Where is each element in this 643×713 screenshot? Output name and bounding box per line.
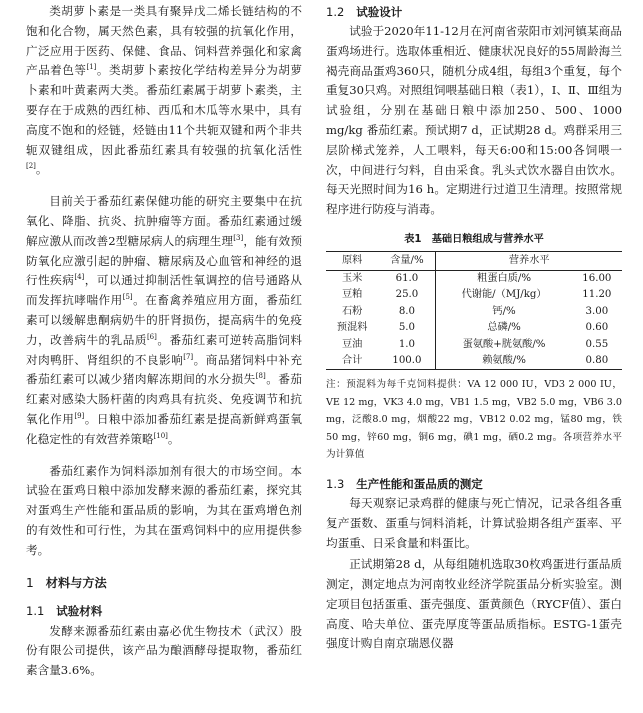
subsection-heading-1-1: 1.1 试验材料 (26, 603, 103, 618)
citation-9[interactable]: [9] (74, 412, 85, 421)
table-1 (326, 251, 622, 370)
citation-6[interactable]: [6] (146, 332, 157, 341)
table-cell: 61.0 (395, 272, 419, 284)
table-cell: 0.80 (572, 353, 622, 370)
table-cell: 11.20 (582, 289, 612, 301)
intro-paragraph-1: 类胡萝卜素是一类具有聚异戊二烯长链结构的不饱和化合物，属天然色素，具有较强的抗氧化作用，广泛应用于医药、保健、食品、饲料营养强化和家禽产品着色等[1]。类胡萝卜素按化学结构差异分为胡萝卜素和叶黄素两大类。番茄红素属于胡萝卜素类，主要存在于成熟的西红柿、西瓜和木瓜等水果中，具有高度不饱和的烃链，烃链由11个共轭双键和两个非共轭双键组成，因此番茄红素具有较强的抗氧化活性[2]。 (26, 4, 302, 177)
subsection-heading-1-3: 1.3 生产性能和蛋品质的测定 (326, 476, 483, 491)
intro-paragraph-3: 番茄红素作为饲料添加剂有很大的市场空间。本试验在蛋鸡日粮中添加发酵来源的番茄红素，探究其对蛋鸡生产性能和蛋品质的影响，为其在蛋鸡增色剂的有效性和可行性，为其在蛋鸡饲料中的应用提供参考。 (26, 463, 302, 557)
table-cell: 8.0 (398, 305, 416, 317)
table-cell: 0.60 (585, 322, 609, 334)
table-cell: 总磷/% (436, 320, 572, 336)
performance-paragraph: 每天观察记录鸡群的健康与死亡情况，记录各组各重复产蛋数、蛋重与饲料消耗，计算试验期各组产蛋率、平均蛋重、日采食量和料蛋比。 (326, 495, 622, 550)
table-cell: 5.0 (398, 322, 416, 334)
table-header-cell: 含量/% (378, 251, 436, 270)
table-cell: 16.00 (582, 272, 612, 284)
left-column (26, 0, 302, 681)
egg-quality-paragraph: 正试期第28 d，从每组随机选取30枚鸡蛋进行蛋品质测定，测定地点为河南牧业经济学院蛋品分析实验室。测定项目包括蛋重、蛋壳强度、蛋黄颜色（RYCF值）、蛋白高度、哈夫单位、蛋壳厚度等蛋品质指标。ESTG-1蛋壳强度计购自南京瑞恩仪器 (326, 557, 622, 651)
table-cell: 25.0 (395, 289, 419, 301)
table-cell: 赖氨酸/% (436, 353, 572, 370)
table-cell: 合计 (326, 353, 378, 370)
table-header-row (326, 251, 622, 270)
citation-3[interactable]: [3] (233, 233, 244, 242)
table-cell: 钙/% (436, 304, 572, 320)
table-cell: 预混料 (336, 322, 368, 334)
table-cell: 3.00 (585, 305, 609, 317)
design-paragraph: 试验于2020年11-12月在河南省荥阳市刘河镇某商品蛋鸡场进行。选取体重相近、健康状况良好的55周龄海兰褐壳商品蛋鸡360只，随机分成4组，每组3个重复，每个重复30只鸡。对照组饲喂基础日粮（表1），Ⅰ、Ⅱ、Ⅲ组为试验组，分别在基础日粮中添加250、500、1000 mg/kg 番茄红素。预试期7 d，正试期28 d。鸡群采用三层阶梯式笼养，人工喂料，每天6:00和15:00各饲喂一次，中间进行匀料，自由采食。乳头式饮水器自由饮水。每天光照时间为16 h。定期进行过道卫生清理。按照常规程序进行防疫与消毒。 (326, 24, 622, 217)
table-cell: 石粉 (342, 305, 363, 317)
table-cell: 0.55 (585, 338, 609, 350)
table-cell: 粗蛋白质/% (436, 270, 572, 287)
right-column (326, 0, 622, 654)
table-row (326, 304, 622, 320)
table-cell: 豆粕 (342, 289, 363, 301)
materials-paragraph: 发酵来源番茄红素由嘉必优生物技术（武汉）股份有限公司提供，该产品为酿酒酵母提取物，番茄红素含量3.6%。 (26, 623, 302, 678)
table-row (326, 353, 622, 370)
table-row (326, 320, 622, 336)
citation-8[interactable]: [8] (255, 372, 266, 381)
table-1-note: 注：预混料为每千克饲料提供：VA 12 000 IU，VD3 2 000 IU，VE 12 mg，VK3 4.0 mg，VB1 1.5 mg，VB2 5.0 mg，VB6 3.0 mg，泛酸8.0 mg，烟酸22 mg，VB12 0.02 mg，锰80 mg，铁50 mg，锌60 mg，铜6 mg，碘1 mg，硒0.2 mg。各项营养水平为计算值 (326, 379, 622, 461)
citation-7[interactable]: [7] (183, 352, 194, 361)
table-row (326, 270, 622, 287)
citation-4[interactable]: [4] (74, 273, 85, 282)
citation-10[interactable]: [10] (153, 431, 168, 440)
table-header-cell: 原料 (326, 251, 378, 270)
citation-2[interactable]: [2] (26, 162, 36, 171)
table-cell: 蛋氨酸+胱氨酸/% (436, 337, 572, 353)
intro-paragraph-2: 目前关于番茄红素保健功能的研究主要集中在抗氧化、降脂、抗炎、抗肿瘤等方面。番茄红素通过缓解应激从而改善2型糖尿病人的病理生理[3]，能有效预防氧化应激引起的肿瘤、糖尿病及心血管和神经的退行性疾病[4]，可以通过抑制活性氧调控的信号通路从而发挥抗哮喘作用[5]。在畜禽养殖应用方面，番茄红素可以缓解患酮病奶牛的肝肾损伤，提高病牛的免疫力，改善病牛的乳品质[6]。番茄红素可逆转高脂饲料对肉鸭肝、肾组织的不良影响[7]。商品猪饲料中补充番茄红素可以减少猪肉解冻期间的水分损失[8]。番茄红素对感染大肠杆菌的肉鸡具有抗炎、免疫调节和抗氧化作用[9]。日粮中添加番茄红素是提高新鲜鸡蛋氧化稳定性的有效营养策略[10]。 (26, 194, 302, 446)
table-1-title: 表1 基础日粮组成与营养水平 (404, 233, 544, 245)
table-header-cell: 营养水平 (436, 251, 622, 270)
table-cell: 豆油 (342, 338, 363, 350)
subsection-heading-1-2: 1.2 试验设计 (326, 5, 403, 19)
table-cell: 100.0 (378, 353, 436, 370)
citation-5[interactable]: [5] (122, 293, 133, 302)
table-cell: 1.0 (398, 338, 416, 350)
table-row (326, 337, 622, 353)
citation-1[interactable]: [1] (86, 63, 97, 72)
table-row (326, 287, 622, 303)
table-cell: 代谢能/（MJ/kg） (436, 287, 572, 303)
table-cell: 玉米 (342, 272, 363, 284)
section-heading-materials: 1 材料与方法 (26, 575, 107, 590)
